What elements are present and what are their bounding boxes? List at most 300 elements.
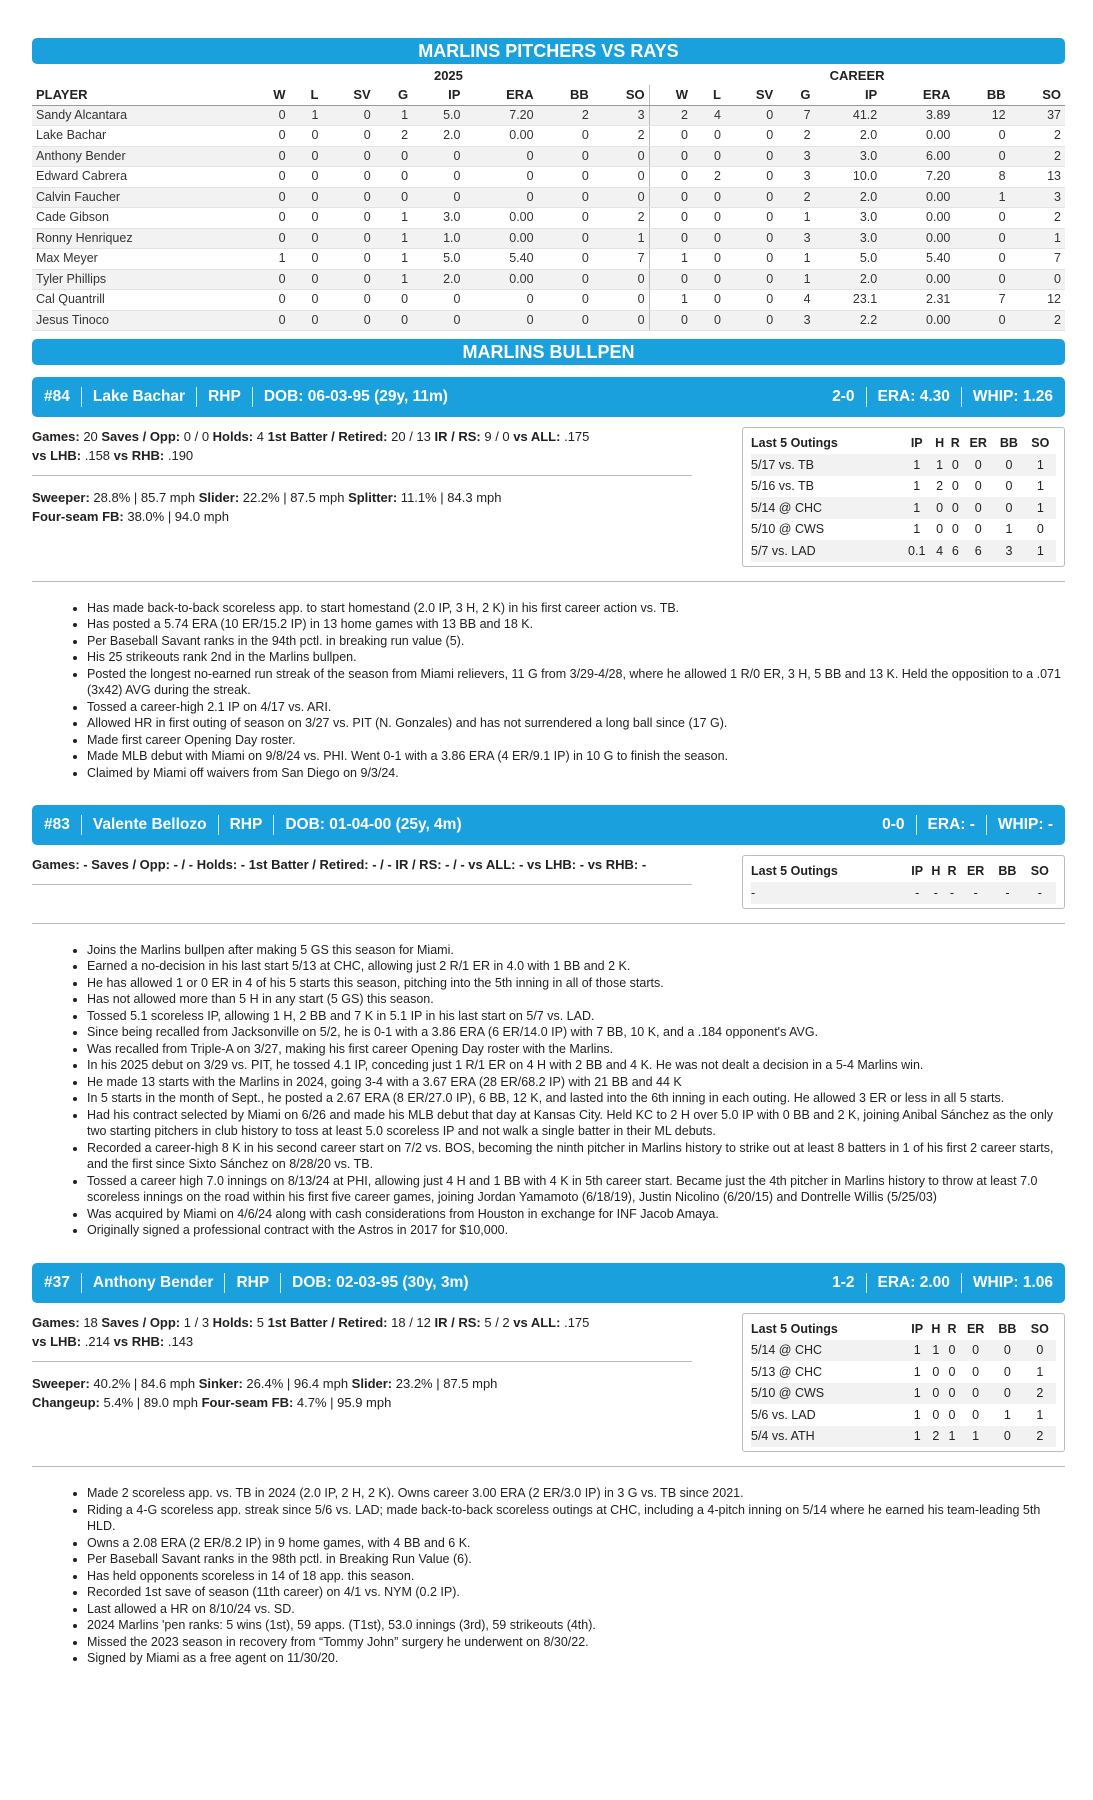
pitch-usage: 22.2% | 87.5 mph <box>239 490 349 505</box>
stat-2025-so: 7 <box>593 249 649 270</box>
outing-bb: 0 <box>993 497 1024 519</box>
l5-header-so: SO <box>1030 1321 1049 1336</box>
stat-career-w: 0 <box>649 187 692 208</box>
stat-career-era: 6.00 <box>881 146 954 167</box>
stat-2025-ip: 0 <box>412 167 464 188</box>
stat-career-g: 3 <box>777 228 814 249</box>
stat-career-so: 2 <box>1010 310 1065 331</box>
stat-career-l: 0 <box>692 290 725 311</box>
stat-2025-w: 0 <box>248 208 290 229</box>
stat-line: Games: - Saves / Opp: - / - Holds: - 1st Batter / Retired: - / - IR / RS: - / - vs ALL: - vs LHB: - vs RHB: - <box>32 857 647 872</box>
note-item: • He made 13 starts with the Marlins in 2024, going 3-4 with a 3.67 ERA (28 ER/68.2 IP) with 21 BB and 44 K <box>87 1074 1065 1091</box>
stat-career-era: 0.00 <box>881 269 954 290</box>
outing-er: 0 <box>974 522 982 537</box>
stat-2025-so: 0 <box>593 187 649 208</box>
stat-career-ip: 41.2 <box>815 105 882 126</box>
outing-er: 0 <box>960 1383 991 1405</box>
outing-so: 1 <box>1025 497 1056 519</box>
pitchers-vs-rays-table <box>32 67 1065 331</box>
stat-2025-l: 0 <box>290 187 323 208</box>
pitch-type: Slider: <box>198 490 240 505</box>
stat-career-sv: 0 <box>725 126 777 147</box>
stat-2025-w: 0 <box>248 310 290 331</box>
outing-h: 0 <box>936 522 944 537</box>
note-item: • Has posted a 5.74 ERA (10 ER/15.2 IP) in 13 home games with 13 BB and 18 K. <box>87 616 1065 633</box>
split-line: vs LHB: .214 vs RHB: .143 <box>32 1333 194 1349</box>
outing-ip: 1 <box>913 479 921 494</box>
note-item: • Made MLB debut with Miami on 9/8/24 vs. PHI. Went 0-1 with a 3.86 ERA (4 ER/9.1 IP) in 10 G to finish the season. <box>87 748 1065 765</box>
stat-line: Games: 20 Saves / Opp: 0 / 0 Holds: 4 1st Batter / Retired: 20 / 13 IR / RS: 9 / 0 vs ALL: .175 <box>32 429 590 444</box>
table-row <box>32 269 1065 290</box>
stat-2025-w: 0 <box>248 228 290 249</box>
note-item: • Was acquired by Miami on 4/6/24 along with cash considerations from Houston in exchange for INF Jacob Amaya. <box>87 1206 1065 1223</box>
player-name: Max Meyer <box>32 249 248 270</box>
table-row <box>32 228 1065 249</box>
outing-so: 2 <box>1024 1426 1056 1448</box>
pitch-type: Four-seam FB: <box>32 509 124 524</box>
stat-career-g: 3 <box>777 167 814 188</box>
l5-header-er: ER <box>969 436 987 450</box>
stat-career-bb: 0 <box>954 310 1009 331</box>
pitch-type: Splitter: <box>348 490 398 505</box>
col-header-so: SO <box>593 85 649 105</box>
stat-2025-so: 0 <box>593 310 649 331</box>
pitcher-bar <box>32 377 1065 417</box>
pitch-usage: 23.2% | 87.5 mph <box>392 1375 498 1391</box>
stat-career-g: 3 <box>777 146 814 167</box>
stat-career-so: 2 <box>1010 146 1065 167</box>
stat-career-g: 7 <box>777 105 814 126</box>
stat-career-era: 7.20 <box>881 167 954 188</box>
outing-er: 1 <box>960 1426 991 1448</box>
outing-row <box>751 1340 1056 1362</box>
note-item: • Riding a 4-G scoreless app. streak since 5/6 vs. LAD; made back-to-back scoreless outings at CHC, including a 4-pitch inning on 5/14 where he earned his team-leading 5th HLD. <box>87 1502 1065 1535</box>
outing-so: 1 <box>1036 1364 1044 1379</box>
stat-2025-g: 0 <box>375 290 412 311</box>
l5-header-ip: IP <box>910 436 923 450</box>
outing-bb: 1 <box>1003 1407 1011 1422</box>
outing-opp: 5/10 @ CWS <box>751 522 825 537</box>
outing-opp: 5/7 vs. LAD <box>751 540 902 562</box>
pitcher-stats <box>32 1313 692 1453</box>
outing-er: 0 <box>960 1340 991 1362</box>
stat-2025-l: 0 <box>290 310 323 331</box>
stat-career-sv: 0 <box>725 187 777 208</box>
note-item: • Made 2 scoreless app. vs. TB in 2024 (2.0 IP, 2 H, 2 K). Owns career 3.00 ERA (2 ER/3.0 IP) in 3 G vs. TB since 2021. <box>87 1485 1065 1502</box>
stat-2025-g: 0 <box>375 167 412 188</box>
outing-so: 2 <box>1024 1383 1056 1405</box>
stat-2025-sv: 0 <box>322 310 374 331</box>
pitcher-dob: DOB: 06-03-95 (29y, 11m) <box>263 388 448 405</box>
stat-2025-l: 1 <box>290 105 323 126</box>
outing-bb: 3 <box>993 540 1024 562</box>
outing-bb: 0 <box>991 1340 1023 1362</box>
l5-header-r: R <box>947 864 957 878</box>
stat-career-l: 0 <box>692 126 725 147</box>
stat-career-ip: 3.0 <box>815 208 882 229</box>
note-item: • Has made back-to-back scoreless app. to start homestand (2.0 IP, 3 H, 2 K) in his first career action vs. TB. <box>87 600 1065 617</box>
stat-2025-w: 0 <box>248 290 290 311</box>
stat-2025-ip: 2.0 <box>412 126 464 147</box>
pitch-usage: 26.4% | 96.4 mph <box>242 1375 352 1391</box>
col-header-era: ERA <box>881 85 954 105</box>
col-header-ip: IP <box>412 85 464 105</box>
outing-row <box>751 1426 1056 1448</box>
stat-2025-ip: 1.0 <box>412 228 464 249</box>
outing-opp: 5/17 vs. TB <box>751 454 902 476</box>
stat-career-sv: 0 <box>725 105 777 126</box>
outing-row <box>751 519 1056 541</box>
l5-header-ip: IP <box>911 1321 924 1336</box>
stat-career-bb: 0 <box>954 146 1009 167</box>
note-item: • Since being recalled from Jacksonville on 5/2, he is 0-1 with a 3.86 ERA (6 ER/14.0 IP) with 7 BB, 10 K, and a .184 opponent's AVG. <box>87 1024 1065 1041</box>
outing-bb: 0 <box>991 1383 1023 1405</box>
stat-2025-ip: 0 <box>412 290 464 311</box>
stat-career-l: 0 <box>692 208 725 229</box>
note-item: • Tossed 5.1 scoreless IP, allowing 1 H, 2 BB and 7 K in 5.1 IP in his last start on 5/7 vs. LAD. <box>87 1008 1065 1025</box>
stat-career-bb: 12 <box>954 105 1009 126</box>
outing-row <box>751 540 1056 562</box>
outing-so: 1 <box>1025 540 1056 562</box>
pitcher-bar <box>32 805 1065 845</box>
stat-career-bb: 0 <box>954 269 1009 290</box>
outing-so: 1 <box>1036 479 1044 494</box>
stat-career-sv: 0 <box>725 228 777 249</box>
stat-career-l: 0 <box>692 310 725 331</box>
stat-2025-bb: 0 <box>538 290 593 311</box>
outing-ip: 1 <box>913 1364 921 1379</box>
pitcher-hand: RHP <box>236 1273 270 1291</box>
pitch-mix <box>32 488 692 526</box>
col-header-l: L <box>290 85 323 105</box>
table-row <box>32 290 1065 311</box>
stat-2025-g: 1 <box>375 269 412 290</box>
note-item: • Claimed by Miami off waivers from San Diego on 9/3/24. <box>87 765 1065 782</box>
stat-2025-so: 0 <box>593 167 649 188</box>
stat-career-bb: 0 <box>954 208 1009 229</box>
stat-career-era: 0.00 <box>881 310 954 331</box>
stat-career-sv: 0 <box>725 310 777 331</box>
stat-2025-g: 1 <box>375 228 412 249</box>
outing-bb: 0 <box>1003 1364 1011 1379</box>
note-item: • Recorded 1st save of season (11th career) on 4/1 vs. NYM (0.2 IP). <box>87 1584 1065 1601</box>
outing-opp: 5/4 vs. ATH <box>751 1426 907 1448</box>
stat-2025-l: 0 <box>290 126 323 147</box>
stat-career-era: 2.31 <box>881 290 954 311</box>
stat-2025-l: 0 <box>290 146 323 167</box>
stat-2025-w: 0 <box>248 187 290 208</box>
stat-2025-era: 0.00 <box>464 269 537 290</box>
stat-career-ip: 23.1 <box>815 290 882 311</box>
outing-opp: 5/13 @ CHC <box>751 1364 823 1379</box>
table-row <box>32 126 1065 147</box>
stat-2025-w: 0 <box>248 269 290 290</box>
outing-bb: 0 <box>991 1426 1023 1448</box>
col-header-g: G <box>777 85 814 105</box>
outing-ip: 1 <box>907 1340 928 1362</box>
outing-so: 0 <box>1036 522 1044 537</box>
stat-2025-bb: 0 <box>538 228 593 249</box>
note-item: • Owns a 2.08 ERA (2 ER/8.2 IP) in 9 home games, with 4 BB and 6 K. <box>87 1535 1065 1552</box>
outing-bb: 0 <box>993 454 1024 476</box>
outing-opp: - <box>751 882 907 904</box>
pitch-type: Slider: <box>351 1375 393 1391</box>
stat-2025-so: 2 <box>593 208 649 229</box>
pitcher-era: ERA: 4.30 <box>877 388 950 405</box>
outing-r: 1 <box>944 1426 960 1448</box>
table-row <box>32 310 1065 331</box>
outing-h: 2 <box>928 1426 944 1448</box>
pitcher-dob: DOB: 02-03-95 (30y, 3m) <box>292 1273 469 1291</box>
stat-career-bb: 0 <box>954 249 1009 270</box>
pitch-usage: 28.8% | 85.7 mph <box>89 490 199 505</box>
pitcher-body <box>32 427 1065 567</box>
stat-2025-g: 1 <box>375 105 412 126</box>
outing-bb: 0 <box>1005 479 1013 494</box>
outing-ip: 1 <box>902 454 932 476</box>
pitcher-hand: RHP <box>208 388 241 405</box>
bullpen-banner: MARLINS BULLPEN <box>32 339 1065 365</box>
note-item: • Was recalled from Triple-A on 3/27, making his first career Opening Day roster with the Marlins. <box>87 1041 1065 1058</box>
pitcher-body <box>32 1313 1065 1453</box>
outing-h: - <box>928 882 944 904</box>
l5-header-opp: Last 5 Outings <box>751 1321 838 1336</box>
outing-er: 0 <box>972 1407 980 1422</box>
player-name: Jesus Tinoco <box>32 310 248 331</box>
stat-career-l: 0 <box>692 187 725 208</box>
stat-career-so: 12 <box>1010 290 1065 311</box>
outing-r: 6 <box>947 540 963 562</box>
note-item: • Had his contract selected by Miami on 6/26 and made his MLB debut that day at Kansas City. Held KC to 2 H over 5.0 IP with 0 BB and 2 K, joining Anibal Sánchez as the only two starting pitchers in club history to toss at least 5.0 scoreless IP and not walk a single batter in their ML debuts. <box>87 1107 1065 1140</box>
col-header-bb: BB <box>538 85 593 105</box>
stat-2025-g: 1 <box>375 208 412 229</box>
stat-2025-g: 0 <box>375 310 412 331</box>
stat-2025-w: 0 <box>248 167 290 188</box>
stat-2025-sv: 0 <box>322 146 374 167</box>
stat-2025-sv: 0 <box>322 187 374 208</box>
table-row <box>32 208 1065 229</box>
table-row <box>32 105 1065 126</box>
pitch-type: Four-seam FB: <box>201 1394 294 1410</box>
stat-career-ip: 2.0 <box>815 187 882 208</box>
stat-career-g: 2 <box>777 126 814 147</box>
stat-2025-w: 0 <box>248 105 290 126</box>
outing-so: 0 <box>1024 1340 1056 1362</box>
note-item: • His 25 strikeouts rank 2nd in the Marlins bullpen. <box>87 649 1065 666</box>
pitcher-body <box>32 855 1065 909</box>
note-item: • Joins the Marlins bullpen after making 5 GS this season for Miami. <box>87 942 1065 959</box>
note-item: • Has not allowed more than 5 H in any start (5 GS) this season. <box>87 991 1065 1008</box>
stat-2025-sv: 0 <box>322 126 374 147</box>
outing-er: 0 <box>963 497 993 519</box>
l5-header-opp: Last 5 Outings <box>751 436 838 450</box>
outing-r: - <box>944 882 960 904</box>
pitcher-whip: WHIP: 1.06 <box>972 1273 1053 1291</box>
stat-career-so: 2 <box>1010 126 1065 147</box>
stat-career-w: 0 <box>649 146 692 167</box>
player-name: Cade Gibson <box>32 208 248 229</box>
stat-2025-era: 0.00 <box>464 228 537 249</box>
l5-header-h: H <box>935 436 945 450</box>
stat-2025-era: 0 <box>464 310 537 331</box>
stat-career-w: 2 <box>649 105 692 126</box>
note-item: • Signed by Miami as a free agent on 11/30/20. <box>87 1650 1065 1667</box>
player-name: Tyler Phillips <box>32 269 248 290</box>
stat-career-sv: 0 <box>725 167 777 188</box>
outing-row <box>751 1404 1056 1426</box>
l5-header-so: SO <box>1031 436 1050 450</box>
outing-r: 0 <box>951 479 959 494</box>
stat-2025-bb: 0 <box>538 249 593 270</box>
stat-2025-l: 0 <box>290 290 323 311</box>
stat-career-g: 1 <box>777 269 814 290</box>
stat-career-l: 0 <box>692 269 725 290</box>
stat-2025-g: 2 <box>375 126 412 147</box>
l5-header-er: ER <box>966 1321 985 1336</box>
table-row <box>32 167 1065 188</box>
pitcher-notes <box>87 942 1065 1239</box>
stat-2025-bb: 0 <box>538 310 593 331</box>
stat-career-bb: 8 <box>954 167 1009 188</box>
outing-er: 0 <box>974 479 982 494</box>
stat-2025-bb: 0 <box>538 167 593 188</box>
stat-2025-g: 1 <box>375 249 412 270</box>
pitch-usage: 4.7% | 95.9 mph <box>293 1394 392 1410</box>
stat-2025-era: 7.20 <box>464 105 537 126</box>
outing-h: 0 <box>932 1364 940 1379</box>
stat-2025-era: 0.00 <box>464 208 537 229</box>
pitcher-notes <box>87 600 1065 782</box>
stat-career-l: 2 <box>692 167 725 188</box>
pitchers-vs-rays-banner: MARLINS PITCHERS VS RAYS <box>32 38 1065 64</box>
outing-ip: 1 <box>913 522 921 537</box>
stat-career-g: 1 <box>777 249 814 270</box>
stat-career-w: 0 <box>649 167 692 188</box>
pitcher-bar <box>32 1263 1065 1303</box>
stat-2025-ip: 0 <box>412 310 464 331</box>
outing-er: - <box>960 882 991 904</box>
stat-2025-bb: 0 <box>538 269 593 290</box>
stat-career-so: 7 <box>1010 249 1065 270</box>
col-header-l: L <box>692 85 725 105</box>
stat-career-ip: 2.0 <box>815 269 882 290</box>
outing-row <box>751 882 1056 904</box>
outing-row <box>751 1383 1056 1405</box>
outing-row <box>751 454 1056 476</box>
table-row <box>32 187 1065 208</box>
stat-career-ip: 2.2 <box>815 310 882 331</box>
outing-r: 0 <box>947 497 963 519</box>
last-5-outings <box>742 855 1065 909</box>
col-header-so: SO <box>1010 85 1065 105</box>
outing-r: 0 <box>948 1407 956 1422</box>
player-name: Edward Cabrera <box>32 167 248 188</box>
stat-2025-sv: 0 <box>322 249 374 270</box>
pitcher-record: 2-0 <box>832 388 855 405</box>
note-item: • Allowed HR in first outing of season on 3/27 vs. PIT (N. Gonzales) and has not surrendered a long ball since (17 G). <box>87 715 1065 732</box>
stat-2025-ip: 5.0 <box>412 105 464 126</box>
note-item: • Tossed a career-high 2.1 IP on 4/17 vs. ARI. <box>87 699 1065 716</box>
stat-2025-bb: 2 <box>538 105 593 126</box>
stat-2025-era: 0.00 <box>464 126 537 147</box>
stat-2025-era: 0 <box>464 167 537 188</box>
outing-h: 4 <box>932 540 948 562</box>
col-header-player: PLAYER <box>32 85 248 105</box>
note-item: • 2024 Marlins 'pen ranks: 5 wins (1st), 59 apps. (T1st), 53.0 innings (3rd), 59 strikeouts (4th). <box>87 1617 1065 1634</box>
pitch-type: Sweeper: <box>32 1375 90 1391</box>
outing-opp: 5/6 vs. LAD <box>751 1407 816 1422</box>
pitcher-stats <box>32 855 692 909</box>
table-row <box>32 146 1065 167</box>
stat-2025-so: 0 <box>593 146 649 167</box>
stat-2025-so: 1 <box>593 228 649 249</box>
pitch-usage: 38.0% | 94.0 mph <box>123 509 230 524</box>
pitcher-name: Lake Bachar <box>92 388 186 405</box>
l5-header-bb: BB <box>998 864 1017 878</box>
stat-2025-era: 0 <box>464 290 537 311</box>
stat-career-sv: 0 <box>725 146 777 167</box>
pitcher-name: Anthony Bender <box>92 1273 214 1291</box>
stat-2025-sv: 0 <box>322 228 374 249</box>
stat-2025-sv: 0 <box>322 269 374 290</box>
stat-2025-l: 0 <box>290 249 323 270</box>
stat-2025-bb: 0 <box>538 126 593 147</box>
outing-h: 1 <box>932 454 948 476</box>
stat-career-ip: 10.0 <box>815 167 882 188</box>
l5-header-so: SO <box>1030 864 1049 878</box>
stat-2025-era: 5.40 <box>464 249 537 270</box>
outing-ip: 1 <box>913 1407 921 1422</box>
stat-career-era: 0.00 <box>881 126 954 147</box>
note-item: • Earned a no-decision in his last start 5/13 at CHC, allowing just 2 R/1 ER in 4.0 with 1 BB and 2 K. <box>87 958 1065 975</box>
stat-2025-sv: 0 <box>322 105 374 126</box>
stat-2025-w: 0 <box>248 146 290 167</box>
pitcher-record: 1-2 <box>832 1273 855 1291</box>
l5-header-r: R <box>950 436 960 450</box>
outing-opp: 5/14 @ CHC <box>751 1340 907 1362</box>
stat-career-w: 0 <box>649 310 692 331</box>
stat-2025-so: 0 <box>593 290 649 311</box>
outing-ip: 0.1 <box>902 540 932 562</box>
note-item: • Last allowed a HR on 8/10/24 vs. SD. <box>87 1601 1065 1618</box>
player-name: Ronny Henriquez <box>32 228 248 249</box>
stat-2025-sv: 0 <box>322 208 374 229</box>
outing-ip: 1 <box>907 1383 928 1405</box>
stat-career-sv: 0 <box>725 208 777 229</box>
note-item: • He has allowed 1 or 0 ER in 4 of his 5 starts this season, pitching into the 5th inning in all of those starts. <box>87 975 1065 992</box>
pitcher-name: Valente Bellozo <box>92 816 207 833</box>
note-item: • In his 2025 debut on 3/29 vs. PIT, he tossed 4.1 IP, conceding just 1 R/1 ER on 4 H with 2 BB and 4 K. He was not dealt a decision in a 5-4 Marlins win. <box>87 1057 1065 1074</box>
outing-row <box>751 497 1056 519</box>
player-name: Sandy Alcantara <box>32 105 248 126</box>
pitcher-notes <box>87 1485 1065 1667</box>
stat-2025-ip: 5.0 <box>412 249 464 270</box>
outing-so: 1 <box>1025 454 1056 476</box>
player-name: Anthony Bender <box>32 146 248 167</box>
stat-career-w: 0 <box>649 228 692 249</box>
note-item: • Missed the 2023 season in recovery from “Tommy John” surgery he underwent on 8/30/22. <box>87 1634 1065 1651</box>
stat-career-l: 0 <box>692 146 725 167</box>
outing-bb: - <box>991 882 1023 904</box>
stat-career-g: 4 <box>777 290 814 311</box>
outing-r: 0 <box>944 1383 960 1405</box>
stat-career-l: 0 <box>692 249 725 270</box>
outing-opp: 5/14 @ CHC <box>751 497 902 519</box>
stat-career-bb: 0 <box>954 126 1009 147</box>
stat-2025-bb: 0 <box>538 208 593 229</box>
pitch-mix-line <box>32 1374 692 1393</box>
stat-2025-era: 0 <box>464 146 537 167</box>
